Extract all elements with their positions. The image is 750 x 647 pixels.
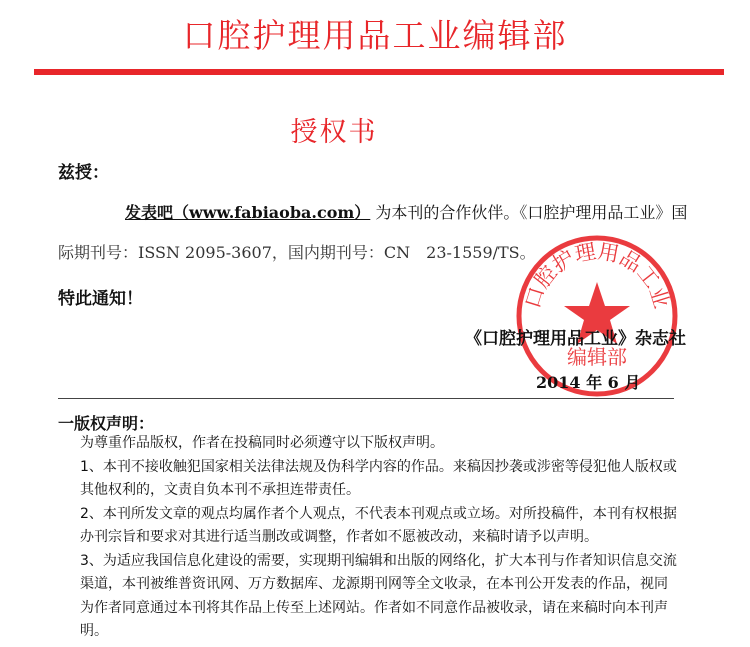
document-title: 授权书 [290,117,378,148]
copyright-intro: 为尊重作品版权，作者在投稿同时必须遵守以下版权声明。 [80,435,444,451]
section-divider [58,398,674,399]
seal-bottom-text: 编辑部 [567,345,627,369]
body-line-1-text: 为本刊的合作伙伴。《口腔护理用品工业》国 [375,203,688,222]
copyright-item: 3、为适应我国信息化建设的需要，实现期刊编辑和出版的网络化，扩大本刊与作者知识信息交流渠道，本刊被维普资讯网、万方数据库、龙源期刊网等全文收录，在本刊公开发表的作品，视同为作者同意通过本刊将其作品上传至上述网站。作者如不同意作品被收录，请在来稿时向本刊声明。 [80,552,677,639]
date: 2014 年 6 月 [536,373,641,392]
signer: 《口腔护理用品工业》杂志社 [465,329,686,349]
letterhead-rule [34,69,724,75]
copyright-block [80,432,680,644]
letterhead-title: 口腔护理用品工业编辑部 [182,16,568,55]
partner-link[interactable]: 发表吧（www.fabiaoba.com） [125,203,371,222]
copyright-item: 2、本刊所发文章的观点均属作者个人观点，不代表本刊观点或立场。对所投稿件，本刊有权根据办刊宗旨和要求对其进行适当删改或调整，作者如不愿被改动，来稿时请予以声明。 [80,505,677,545]
copyright-item: 1、本刊不接收触犯国家相关法律法规及伪科学内容的作品。来稿因抄袭或涉密等侵犯他人版权或其他权利的，文责自负本刊不承担连带责任。 [80,458,677,498]
body-line-1 [125,200,687,223]
body-line-2: 际期刊号：ISSN 2095-3607，国内期刊号：CN 23-1559/TS。 [58,243,536,262]
copyright-title: 一版权声明： [58,414,155,433]
notice-text: 特此通知！ [58,289,143,309]
seal-arc-text: 口腔护理用品工业 [520,239,674,312]
salutation: 兹授： [58,163,109,183]
